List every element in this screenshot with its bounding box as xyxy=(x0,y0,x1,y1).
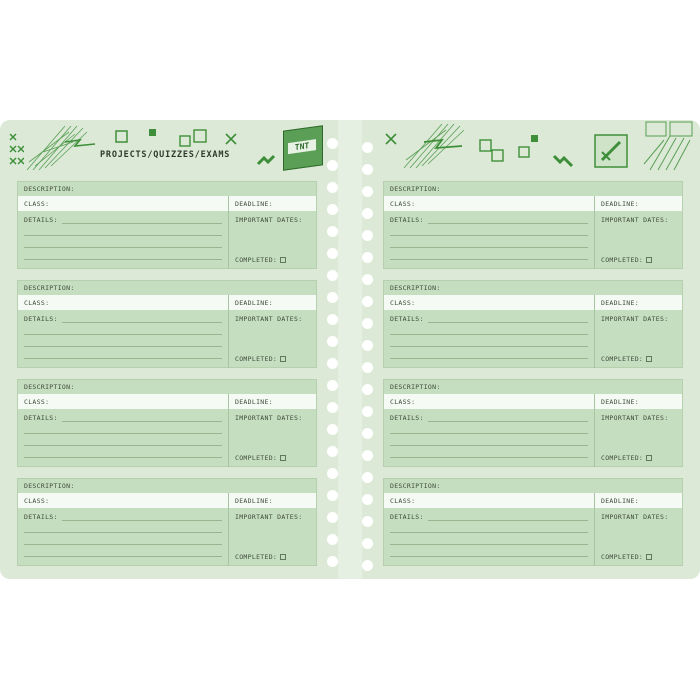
description-label: DESCRIPTION: xyxy=(390,383,441,391)
assignment-card xyxy=(383,181,683,269)
completed-checkbox[interactable] xyxy=(280,356,286,362)
tnt-label: TNT xyxy=(288,139,316,154)
binder-hole xyxy=(327,314,338,325)
important-dates-label: IMPORTANT DATES: xyxy=(601,513,669,521)
binder-hole xyxy=(362,252,373,263)
writing-line[interactable] xyxy=(390,457,588,458)
class-label: CLASS: xyxy=(390,299,416,307)
binder-hole xyxy=(327,204,338,215)
binder-hole xyxy=(327,380,338,391)
binder-hole xyxy=(327,160,338,171)
square-icon xyxy=(178,128,212,150)
description-label: DESCRIPTION: xyxy=(24,383,75,391)
binder-hole xyxy=(362,296,373,307)
binder-hole xyxy=(327,138,338,149)
deadline-label: DEADLINE: xyxy=(601,497,639,505)
writing-line[interactable] xyxy=(24,235,222,236)
description-label: DESCRIPTION: xyxy=(24,284,75,292)
description-label: DESCRIPTION: xyxy=(24,185,75,193)
class-label: CLASS: xyxy=(24,398,50,406)
binder-hole xyxy=(362,208,373,219)
binder-hole xyxy=(327,182,338,193)
binder-hole xyxy=(362,186,373,197)
binder-hole xyxy=(362,406,373,417)
writing-line[interactable] xyxy=(390,532,588,533)
writing-line[interactable] xyxy=(390,259,588,260)
binder-hole xyxy=(362,538,373,549)
sword-icon xyxy=(594,134,628,168)
pickaxe-icon xyxy=(552,150,576,170)
binder-hole xyxy=(327,424,338,435)
binder-hole xyxy=(362,450,373,461)
binder-hole xyxy=(327,336,338,347)
important-dates-label: IMPORTANT DATES: xyxy=(235,414,303,422)
binder-hole xyxy=(362,318,373,329)
binder-hole xyxy=(327,468,338,479)
completed-label: COMPLETED: xyxy=(235,256,286,264)
assignment-card xyxy=(17,280,317,368)
important-dates-label: IMPORTANT DATES: xyxy=(235,315,303,323)
important-dates-label: IMPORTANT DATES: xyxy=(601,315,669,323)
writing-line[interactable] xyxy=(390,445,588,446)
writing-line[interactable] xyxy=(24,346,222,347)
writing-line[interactable] xyxy=(24,247,222,248)
writing-line[interactable] xyxy=(390,544,588,545)
deadline-label: DEADLINE: xyxy=(235,398,273,406)
binder-hole xyxy=(362,362,373,373)
writing-line[interactable] xyxy=(390,556,588,557)
class-label: CLASS: xyxy=(24,299,50,307)
details-label: DETAILS: xyxy=(24,513,58,521)
important-dates-label: IMPORTANT DATES: xyxy=(601,414,669,422)
x-mark-icon xyxy=(8,132,24,168)
class-label: CLASS: xyxy=(24,200,50,208)
completed-label: COMPLETED: xyxy=(235,454,286,462)
deadline-label: DEADLINE: xyxy=(235,200,273,208)
class-label: CLASS: xyxy=(390,398,416,406)
binder-hole xyxy=(362,274,373,285)
details-label: DETAILS: xyxy=(390,216,424,224)
writing-line[interactable] xyxy=(24,358,222,359)
class-label: CLASS: xyxy=(390,497,416,505)
important-dates-label: IMPORTANT DATES: xyxy=(235,513,303,521)
writing-line[interactable] xyxy=(390,433,588,434)
binder-hole xyxy=(362,494,373,505)
binder-hole xyxy=(362,164,373,175)
column-divider xyxy=(594,295,595,368)
binder-hole xyxy=(362,428,373,439)
deadline-label: DEADLINE: xyxy=(235,497,273,505)
binder-hole xyxy=(327,270,338,281)
details-label: DETAILS: xyxy=(24,414,58,422)
creeper-scribble-icon xyxy=(640,120,700,172)
completed-label: COMPLETED: xyxy=(601,355,652,363)
binder-hole xyxy=(362,384,373,395)
completed-checkbox[interactable] xyxy=(280,455,286,461)
binder-hole xyxy=(362,472,373,483)
writing-line[interactable] xyxy=(24,457,222,458)
details-label: DETAILS: xyxy=(390,315,424,323)
details-label: DETAILS: xyxy=(24,315,58,323)
binder-hole xyxy=(327,556,338,567)
completed-label: COMPLETED: xyxy=(601,454,652,462)
writing-line[interactable] xyxy=(24,259,222,260)
writing-line[interactable] xyxy=(428,421,588,422)
x-mark-icon xyxy=(224,132,238,146)
completed-checkbox[interactable] xyxy=(646,455,652,461)
completed-label: COMPLETED: xyxy=(235,553,286,561)
writing-line[interactable] xyxy=(62,223,222,224)
details-label: DETAILS: xyxy=(390,513,424,521)
assignment-card xyxy=(383,478,683,566)
description-label: DESCRIPTION: xyxy=(390,185,441,193)
writing-line[interactable] xyxy=(62,520,222,521)
completed-checkbox[interactable] xyxy=(646,554,652,560)
completed-label: COMPLETED: xyxy=(235,355,286,363)
details-label: DETAILS: xyxy=(390,414,424,422)
class-label: CLASS: xyxy=(390,200,416,208)
completed-label: COMPLETED: xyxy=(601,256,652,264)
assignment-card xyxy=(17,478,317,566)
completed-checkbox[interactable] xyxy=(280,257,286,263)
writing-line[interactable] xyxy=(24,556,222,557)
column-divider xyxy=(228,394,229,467)
deadline-label: DEADLINE: xyxy=(601,398,639,406)
writing-line[interactable] xyxy=(390,334,588,335)
column-divider xyxy=(594,493,595,566)
binder-hole xyxy=(327,226,338,237)
binder-hole xyxy=(362,230,373,241)
square-icon xyxy=(478,138,508,164)
completed-checkbox[interactable] xyxy=(646,356,652,362)
creeper-scribble-icon xyxy=(25,122,100,172)
description-label: DESCRIPTION: xyxy=(24,482,75,490)
completed-checkbox[interactable] xyxy=(280,554,286,560)
column-divider xyxy=(594,196,595,269)
writing-line[interactable] xyxy=(62,421,222,422)
column-divider xyxy=(594,394,595,467)
writing-line[interactable] xyxy=(390,346,588,347)
column-divider xyxy=(228,295,229,368)
writing-line[interactable] xyxy=(428,520,588,521)
column-divider xyxy=(228,493,229,566)
binder-hole xyxy=(327,512,338,523)
square-icon xyxy=(115,130,129,144)
binder-hole xyxy=(362,142,373,153)
writing-line[interactable] xyxy=(24,544,222,545)
pickaxe-icon xyxy=(256,150,280,170)
page-title: PROJECTS/QUIZZES/EXAMS xyxy=(100,150,231,160)
completed-label: COMPLETED: xyxy=(601,553,652,561)
creeper-scribble-icon xyxy=(402,120,474,170)
binder-hole xyxy=(327,446,338,457)
description-label: DESCRIPTION: xyxy=(390,284,441,292)
binder-hole xyxy=(327,402,338,413)
writing-line[interactable] xyxy=(390,235,588,236)
assignment-card xyxy=(383,379,683,467)
binder-hole xyxy=(327,248,338,259)
writing-line[interactable] xyxy=(24,445,222,446)
deadline-label: DEADLINE: xyxy=(235,299,273,307)
square-icon xyxy=(148,128,158,138)
writing-line[interactable] xyxy=(428,223,588,224)
writing-line[interactable] xyxy=(24,532,222,533)
writing-line[interactable] xyxy=(24,334,222,335)
completed-checkbox[interactable] xyxy=(646,257,652,263)
binder-hole xyxy=(327,534,338,545)
writing-line[interactable] xyxy=(62,322,222,323)
assignment-card xyxy=(17,181,317,269)
assignment-card xyxy=(383,280,683,368)
details-label: DETAILS: xyxy=(24,216,58,224)
square-icon xyxy=(518,146,532,160)
class-label: CLASS: xyxy=(24,497,50,505)
binder-hole xyxy=(327,292,338,303)
square-icon xyxy=(530,134,540,144)
writing-line[interactable] xyxy=(390,247,588,248)
deadline-label: DEADLINE: xyxy=(601,299,639,307)
writing-line[interactable] xyxy=(428,322,588,323)
binder-hole xyxy=(362,560,373,571)
tnt-block-icon xyxy=(283,125,323,171)
binder-hole xyxy=(362,340,373,351)
binder-hole xyxy=(327,358,338,369)
deadline-label: DEADLINE: xyxy=(601,200,639,208)
description-label: DESCRIPTION: xyxy=(390,482,441,490)
important-dates-label: IMPORTANT DATES: xyxy=(235,216,303,224)
assignment-card xyxy=(17,379,317,467)
binder-hole xyxy=(327,490,338,501)
binder-spine xyxy=(338,120,362,579)
writing-line[interactable] xyxy=(24,433,222,434)
column-divider xyxy=(228,196,229,269)
x-mark-icon xyxy=(384,132,398,146)
binder-hole xyxy=(362,516,373,527)
important-dates-label: IMPORTANT DATES: xyxy=(601,216,669,224)
writing-line[interactable] xyxy=(390,358,588,359)
